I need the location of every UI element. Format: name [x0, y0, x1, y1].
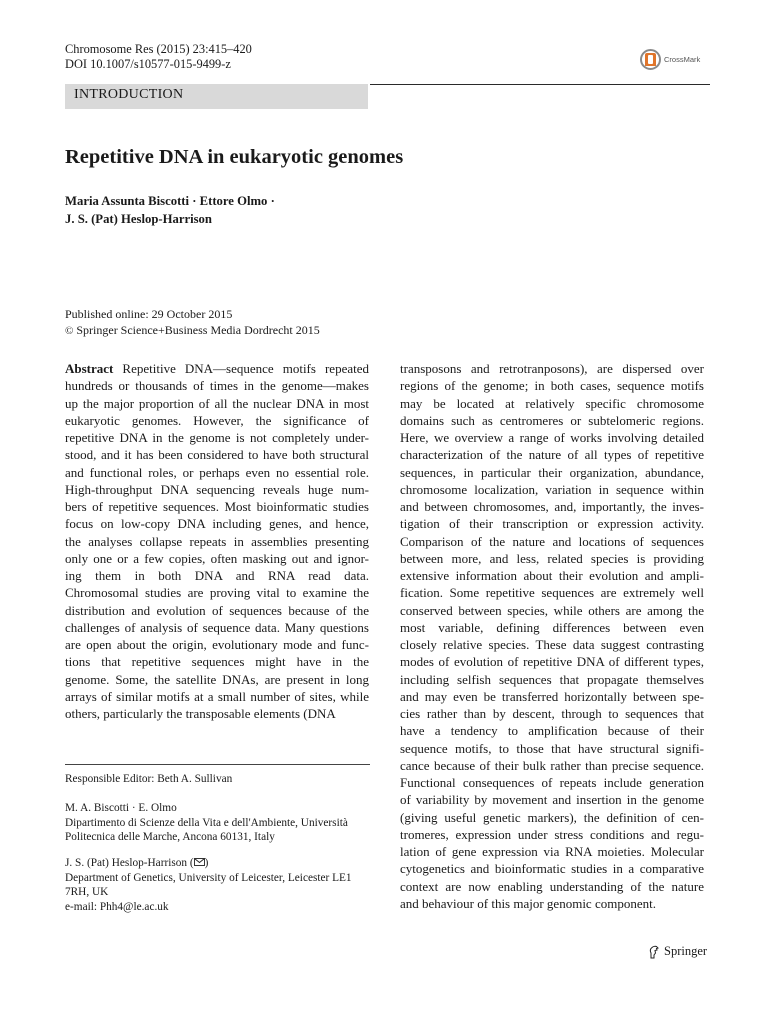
- abstract-line: extensive information about their evolution and ampli-: [400, 568, 704, 583]
- abstract-line: have a tendency to amplification because of their: [400, 723, 704, 739]
- abstract-line: of variability by movement and insertion in the genome: [400, 792, 704, 808]
- authors-line-2: J. S. (Pat) Heslop-Harrison: [65, 212, 212, 226]
- author-list: [65, 192, 275, 228]
- abstract-line: context are now enabling understanding of the nature: [400, 878, 704, 894]
- abstract-column-right: [400, 360, 704, 912]
- abstract-line: focus on low-copy DNA including genes, and hence,: [65, 516, 369, 532]
- journal-citation: [65, 42, 252, 72]
- abstract-line: stood, and it has been considered to have both structural: [65, 447, 369, 463]
- abstract-line: ing them in both DNA and RNA read data.: [65, 568, 369, 583]
- authors-line-1: Maria Assunta Biscotti · Ettore Olmo ·: [65, 194, 275, 208]
- abstract-line: Chromosomal studies are proving vital to examine the: [65, 585, 369, 601]
- affiliation-2-names-end: ): [204, 857, 209, 869]
- abstract-line: conserved between species, while others are among the: [400, 602, 704, 618]
- affiliation-2-names-text: J. S. (Pat) Heslop-Harrison (: [65, 857, 194, 869]
- abstract-line: genome. Some, the satellite DNAs, are present in long: [65, 671, 369, 687]
- crossmark-icon: [640, 49, 661, 70]
- crossmark-badge[interactable]: [640, 46, 706, 72]
- header-rule: [370, 84, 710, 85]
- abstract-line: including selfish sequences that propagate themselves: [400, 671, 704, 687]
- abstract-line: cies rather than by descent, through to sequences that: [400, 706, 704, 721]
- abstract-line: repetitive DNA in the genome is not completely under-: [65, 430, 369, 445]
- abstract-line: and behaviour of this major genomic component.: [400, 895, 656, 911]
- doi-link[interactable]: DOI 10.1007/s10577-015-9499-z: [65, 57, 231, 71]
- copyright-line: [65, 322, 320, 339]
- abstract-line: between more, and less, related species is providing: [400, 550, 704, 566]
- affiliation-1: [65, 801, 348, 845]
- affiliation-1-line-2: Politecnica delle Marche, Ancona 60131, Italy: [65, 831, 275, 843]
- abstract-line: and may even be transferred horizontally between spe-: [400, 688, 704, 704]
- abstract-line: cytogenetics and bioinformatic studies in a comparative: [400, 861, 704, 877]
- abstract-line: chromosome localization, variation in sequence within: [400, 481, 704, 497]
- abstract-line: the analyses collapse repeats in assemblies presenting: [65, 533, 369, 549]
- abstract-line: cance because of their bulk rather than precise sequence.: [400, 757, 704, 773]
- section-label: INTRODUCTION: [74, 87, 184, 102]
- copyright-icon: ©: [65, 325, 74, 337]
- abstract-line: fication. Some repetitive sequences are extremely well: [400, 585, 704, 601]
- abstract-line: tigation of their transcription or expression activity.: [400, 516, 704, 532]
- abstract-line: High-throughput DNA sequencing reveals huge num-: [65, 481, 369, 497]
- abstract-line: [65, 360, 369, 377]
- affiliation-2-line-2: 7RH, UK: [65, 886, 109, 898]
- abstract-label: Abstract: [65, 361, 114, 376]
- crossmark-label: CrossMark: [664, 54, 701, 64]
- abstract-line: Here, we overview a range of works involving detailed: [400, 430, 704, 445]
- abstract-line: domains such as centromeres or subtelomeric regions.: [400, 412, 704, 428]
- abstract-line: may be located at relatively specific chromosome: [400, 395, 704, 411]
- abstract-line: (giving useful genetic markers), the definition of cen-: [400, 809, 704, 825]
- abstract-line: only one or a few copies, often masking out and ignor-: [65, 550, 369, 566]
- publication-info: [65, 306, 320, 339]
- abstract-line: up the major proportion of all the nuclear DNA in most: [65, 395, 369, 411]
- abstract-line: distribution and evolution of sequences because of the: [65, 602, 369, 618]
- springer-horse-icon: [648, 945, 660, 959]
- affiliation-1-names: M. A. Biscotti · E. Olmo: [65, 802, 177, 814]
- affiliation-2-names: [65, 856, 352, 871]
- abstract-line: challenges of analysis of sequence data. Many questions: [65, 619, 369, 635]
- abstract-line: are open about the origin, evolutionary mode and func-: [65, 637, 369, 652]
- abstract-line: hundreds or thousands of times in the genome—makes: [65, 378, 369, 394]
- abstract-line: others, particularly the transposable elements (DNA: [65, 706, 336, 721]
- affiliation-1-line-1: Dipartimento di Scienze della Vita e dell'Ambiente, Università: [65, 816, 348, 829]
- abstract-line: modes of evolution of repetitive DNA of different types,: [400, 654, 704, 670]
- abstract-line: transposons and retrotranposons), are dispersed over: [400, 361, 704, 376]
- journal-reference: Chromosome Res (2015) 23:415–420: [65, 42, 252, 56]
- contact-email[interactable]: e-mail: Phh4@le.ac.uk: [65, 900, 169, 913]
- published-date: Published online: 29 October 2015: [65, 307, 233, 321]
- affiliation-2-line-1: Department of Genetics, University of Leicester, Leicester LE1: [65, 871, 352, 884]
- abstract-line: lation of gene expression via RNA moieties. Molecular: [400, 844, 704, 859]
- abstract-line: arrays of similar motifs at a small number of sites, while: [65, 688, 369, 704]
- responsible-editor: Responsible Editor: Beth A. Sullivan: [65, 773, 233, 785]
- abstract-line: characterization of the nature of all types of repetitive: [400, 447, 704, 463]
- copyright-text: Springer Science+Business Media Dordrecht 2015: [73, 323, 320, 337]
- abstract-line: and between chromosomes, and, importantly, the inves-: [400, 499, 704, 514]
- abstract-line: Functional consequences of repeats include generation: [400, 775, 704, 790]
- abstract-line: most variable, defining differences between even: [400, 619, 704, 635]
- abstract-line: and functional roles, or perhaps even no essential role.: [65, 464, 369, 480]
- abstract-column-left: [65, 360, 369, 722]
- publisher-logo: [648, 944, 707, 959]
- footnote-rule: [65, 764, 370, 765]
- abstract-line: tions that repetitive sequences might have in the: [65, 654, 369, 670]
- affiliation-2: [65, 856, 352, 914]
- abstract-line: eukaryotic genomes. However, the significance of: [65, 412, 369, 428]
- envelope-icon: [194, 858, 205, 866]
- abstract-line: tromeres, expression under stress conditions and regu-: [400, 826, 704, 842]
- abstract-line: Comparison of the nature and locations of sequences: [400, 533, 704, 549]
- publisher-name: Springer: [664, 944, 708, 958]
- abstract-line: closely relative species. These data suggest contrasting: [400, 637, 704, 652]
- article-title: Repetitive DNA in eukaryotic genomes: [65, 146, 404, 168]
- abstract-line: regions of the genome; in both cases, sequence motifs: [400, 378, 704, 394]
- abstract-line: bers of repetitive sequences. Most bioinformatic studies: [65, 499, 369, 514]
- abstract-line: sequence motifs, to those that have structural signifi-: [400, 740, 704, 756]
- abstract-line-text: Repetitive DNA—sequence motifs repeated: [113, 361, 369, 376]
- abstract-line: sequences, in particular their organization, abundance,: [400, 464, 704, 480]
